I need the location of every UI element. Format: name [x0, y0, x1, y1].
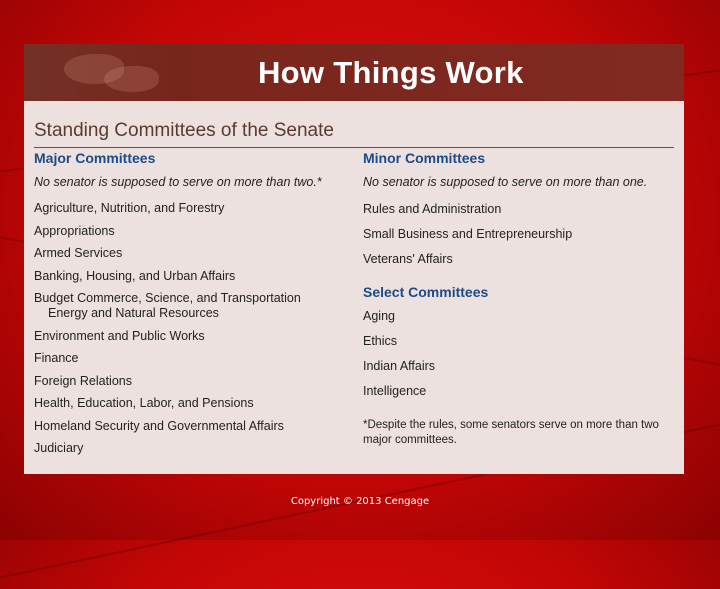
list-item: Health, Education, Labor, and Pensions — [34, 396, 254, 410]
section-title: Standing Committees of the Senate — [34, 120, 334, 141]
list-item: Rules and Administration — [363, 202, 502, 216]
list-item: Small Business and Entrepreneurship — [363, 227, 573, 241]
list-item: Intelligence — [363, 384, 427, 398]
divider — [34, 147, 674, 148]
handshake-image — [24, 44, 184, 101]
major-committees-heading: Major Committees — [34, 150, 156, 166]
banner — [24, 44, 684, 101]
list-item: Veterans' Affairs — [363, 252, 453, 266]
footnote: *Despite the rules, some senators serve on more than two major committees. — [363, 419, 659, 446]
list-item: Agriculture, Nutrition, and Forestry — [34, 201, 225, 215]
list-item: Ethics — [363, 334, 398, 348]
list-item: Armed Services — [34, 246, 123, 260]
list-item — [34, 287, 354, 325]
list-item: Judiciary — [34, 441, 84, 455]
copyright: Copyright © 2013 Cengage — [290, 496, 430, 507]
list-item-text: Energy and Natural Resources — [48, 306, 219, 320]
list-item: Indian Affairs — [363, 359, 436, 373]
banner-title: How Things Work — [258, 55, 524, 90]
minor-select-column — [363, 150, 673, 448]
list-item: Aging — [363, 309, 395, 323]
list-item: Environment and Public Works — [34, 328, 205, 343]
minor-committees-note: No senator is supposed to serve on more than one. — [363, 175, 648, 189]
list-item-text: Budget Commerce, Science, and Transportation — [34, 291, 301, 305]
select-committees-heading: Select Committees — [363, 284, 489, 300]
list-item: Appropriations — [34, 223, 115, 238]
major-committees-note: No senator is supposed to serve on more than two.* — [34, 175, 322, 189]
slide-card — [24, 44, 684, 474]
list-item: Banking, Housing, and Urban Affairs — [34, 268, 236, 283]
minor-committees-heading: Minor Committees — [363, 150, 486, 166]
list-item: Foreign Relations — [34, 373, 132, 388]
major-committees-column — [34, 150, 354, 460]
list-item: Finance — [34, 351, 79, 365]
list-item: Homeland Security and Governmental Affairs — [34, 418, 284, 433]
